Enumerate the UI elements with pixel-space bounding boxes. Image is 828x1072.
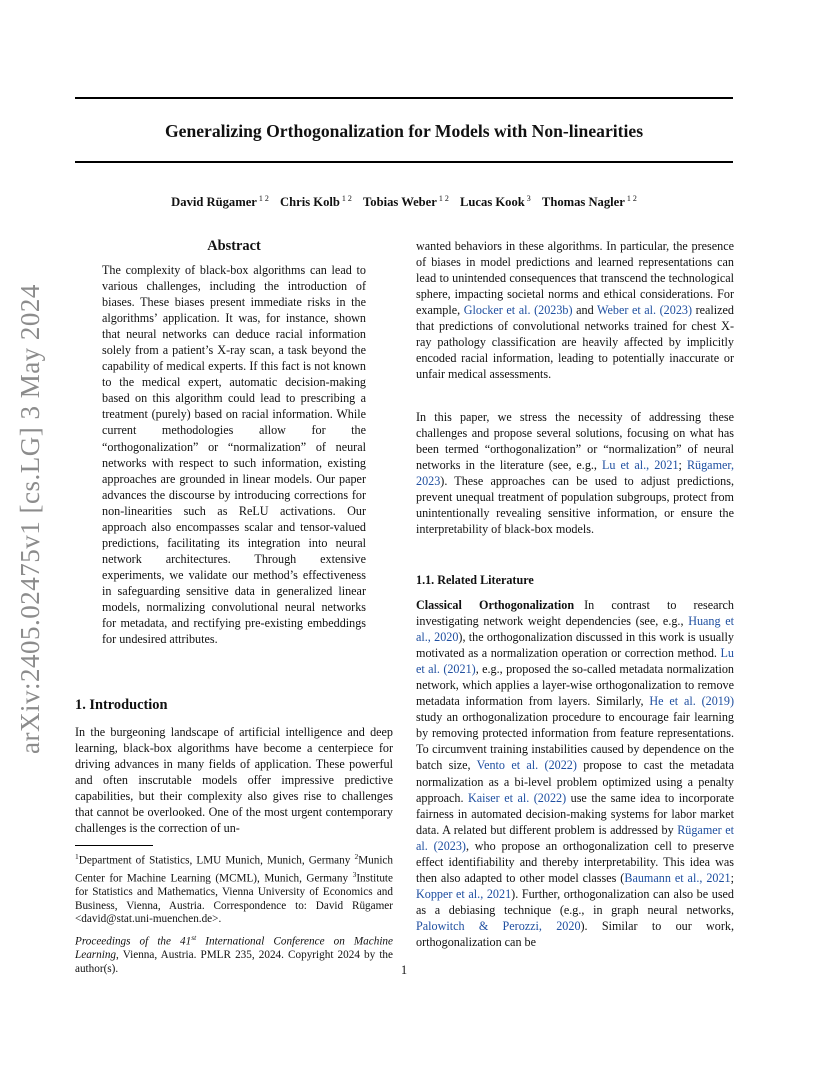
citation-link[interactable]: Kopper et al., 2021 <box>416 886 512 901</box>
runin-heading: Classical Orthogonalization <box>416 598 575 612</box>
paragraph-classical-orthogonalization: Classical Orthogonalization In contrast to research investigating network weight dependencies (see, e.g., Huang et al., 2020), the orthogonalization discussed in this work is usually motivated as a normalization operation or correction method. Lu et al. (2021), e.g., proposed the so-called metadata normalization network, which applies a layer-wise orthogonalization to remove metadata information from layers. Similarly, He et al. (2019) study an orthogonalization procedure to encourage fair learning by removing protected information from feature representations. To circumvent training instabilities caused by dependence on the batch size, Vento et al. (2022) propose to cast the metadata normalization as a bi-level problem optimized using a penalty approach. Kaiser et al. (2022) use the same idea to incorporate fairness in automated decision-making systems for labor market data. A related but different problem is addressed by Rügamer et al. (2023), who propose an orthogonalization cell to preserve effect identifiability and thereby interpretability. This idea was then also adapted to other model classes (Baumann et al., 2021; Kopper et al., 2021). Further, orthogonalization can also be used as a debiasing technique (e.g., in graph neural networks, Palowitch & Perozzi, 2020). Similar to our work, orthogonalization can be <box>416 598 735 949</box>
affiliation-footnote: $^1$Department of Statistics, LMU Munich, Munich, Germany $^2$Munich Center for Machine Learning (MCML), Munich, Germany $^3$Institute for Statistics and Mathematics, Vienna University of Economics and Business, Vienna, Austria. Correspondence to: David Rügamer <david@stat.uni-muenchen.de>. <box>75 852 393 926</box>
citation-link[interactable]: Lu et al., 2021 <box>602 458 679 473</box>
intro-paragraph: In the burgeoning landscape of artificial intelligence and deep learning, black-box algorithms have become a centerpiece for driving advances in many fields of application. These powerful and often inscrutable models offer impressive predictive capabilities, but their complexity also gives rise to challenges that cannot be overlooked. One of the most urgent contemporary challenges is the correction of un- <box>75 725 393 836</box>
paragraph-contribution: In this paper, we stress the necessity of addressing these challenges and propose several solutions, focusing on what has been termed “orthogonalization” or “normalization” of neural networks in the literature (see, e.g., Lu et al., 2021; Rügamer, 2023). These approaches can be used to adjust predictions, prevent unequal treatment of population subgroups, protect from unintentionally revealing sensitive information, or ensure the interpretability of black-box models. <box>416 410 734 537</box>
title-bottom-rule <box>75 161 733 163</box>
abstract-text: The complexity of black-box algorithms can lead to various challenges, including the introduction of biases. These biases present immediate risks in the algorithms’ application. It was, for instance, shown that neural networks can deduce racial information solely from a patient’s X-ray scan, a task beyond the capability of medical experts. If this fact is not known to the medical expert, automatic decision-making based on this algorithm could lead to prescribing a treatment (purely) based on racial information. While current methodologies allow for the “orthogonalization” or “normalization” of neural networks with respect to such information, existing approaches are grounded in linear models. Our paper advances the discourse by introducing corrections for non-linearities such as ReLU activations. Our approach also encompasses scalar and tensor-valued predictions, facilitating its integration into neural network architectures. Through extensive experiments, we validate our method’s effectiveness in safeguarding sensitive data in generalized linear models, normalizing convolutional neural networks for metadata, and rectifying pre-existing embeddings for undesired attributes. <box>102 263 366 647</box>
author: Chris Kolb $^{1 2}$ <box>280 194 352 210</box>
top-rule <box>75 97 733 99</box>
citation-link[interactable]: Lu et al. (2021) <box>416 646 734 677</box>
citation-link[interactable]: Palowitch & Perozzi, 2020 <box>416 918 581 933</box>
author-list <box>75 190 733 211</box>
abstract-heading: Abstract <box>207 238 261 254</box>
paragraph-biases: wanted behaviors in these algorithms. In particular, the presence of biases in model predictions and learned representations can lead to unintended consequences that transcend the technological sphere, impacting societal norms and ethical considerations. For example, Glocker et al. (2023b) and Weber et al. (2023) realized that predictions of convolutional networks trained for chest X-ray pathology classification are heavily affected by implicitly encoded racial information, leading to potentially inaccurate or unfair medical assessments. <box>416 239 734 382</box>
citation-link[interactable]: Vento et al. (2022) <box>476 758 577 773</box>
author: Tobias Weber $^{1 2}$ <box>363 194 449 210</box>
author: David Rügamer $^{1 2}$ <box>171 194 269 210</box>
proceedings-footnote: Proceedings of the 41st International Conference on Machine Learning, Vienna, Austria. PMLR 235, 2024. Copyright 2024 by the author(s). <box>75 933 393 975</box>
section-heading-introduction: 1. Introduction <box>75 697 168 713</box>
footnote-rule <box>75 845 153 846</box>
citation-link[interactable]: He et al. (2019) <box>649 694 734 709</box>
citation-link[interactable]: Kaiser et al. (2022) <box>468 790 567 805</box>
page-number: 1 <box>400 963 408 977</box>
citation-link[interactable]: Glocker et al. (2023b) <box>463 303 573 318</box>
citation-link[interactable]: Weber et al. (2023) <box>597 303 693 318</box>
subsection-heading-related-literature: 1.1. Related Literature <box>416 573 534 587</box>
arxiv-stamp: arXiv:2405.02475v1 [cs.LG] 3 May 2024 <box>15 284 45 754</box>
author: Lucas Kook $^3$ <box>460 194 531 210</box>
citation-link[interactable]: Rügamer et al. (2023) <box>416 822 734 853</box>
citation-link[interactable]: Rügamer, 2023 <box>416 458 734 489</box>
citation-link[interactable]: Huang et al., 2020 <box>416 614 734 645</box>
author: Thomas Nagler $^{1 2}$ <box>541 194 637 210</box>
citation-link[interactable]: Baumann et al., 2021 <box>624 870 731 885</box>
paper-title: Generalizing Orthogonalization for Models with Non-linearities <box>164 121 644 141</box>
